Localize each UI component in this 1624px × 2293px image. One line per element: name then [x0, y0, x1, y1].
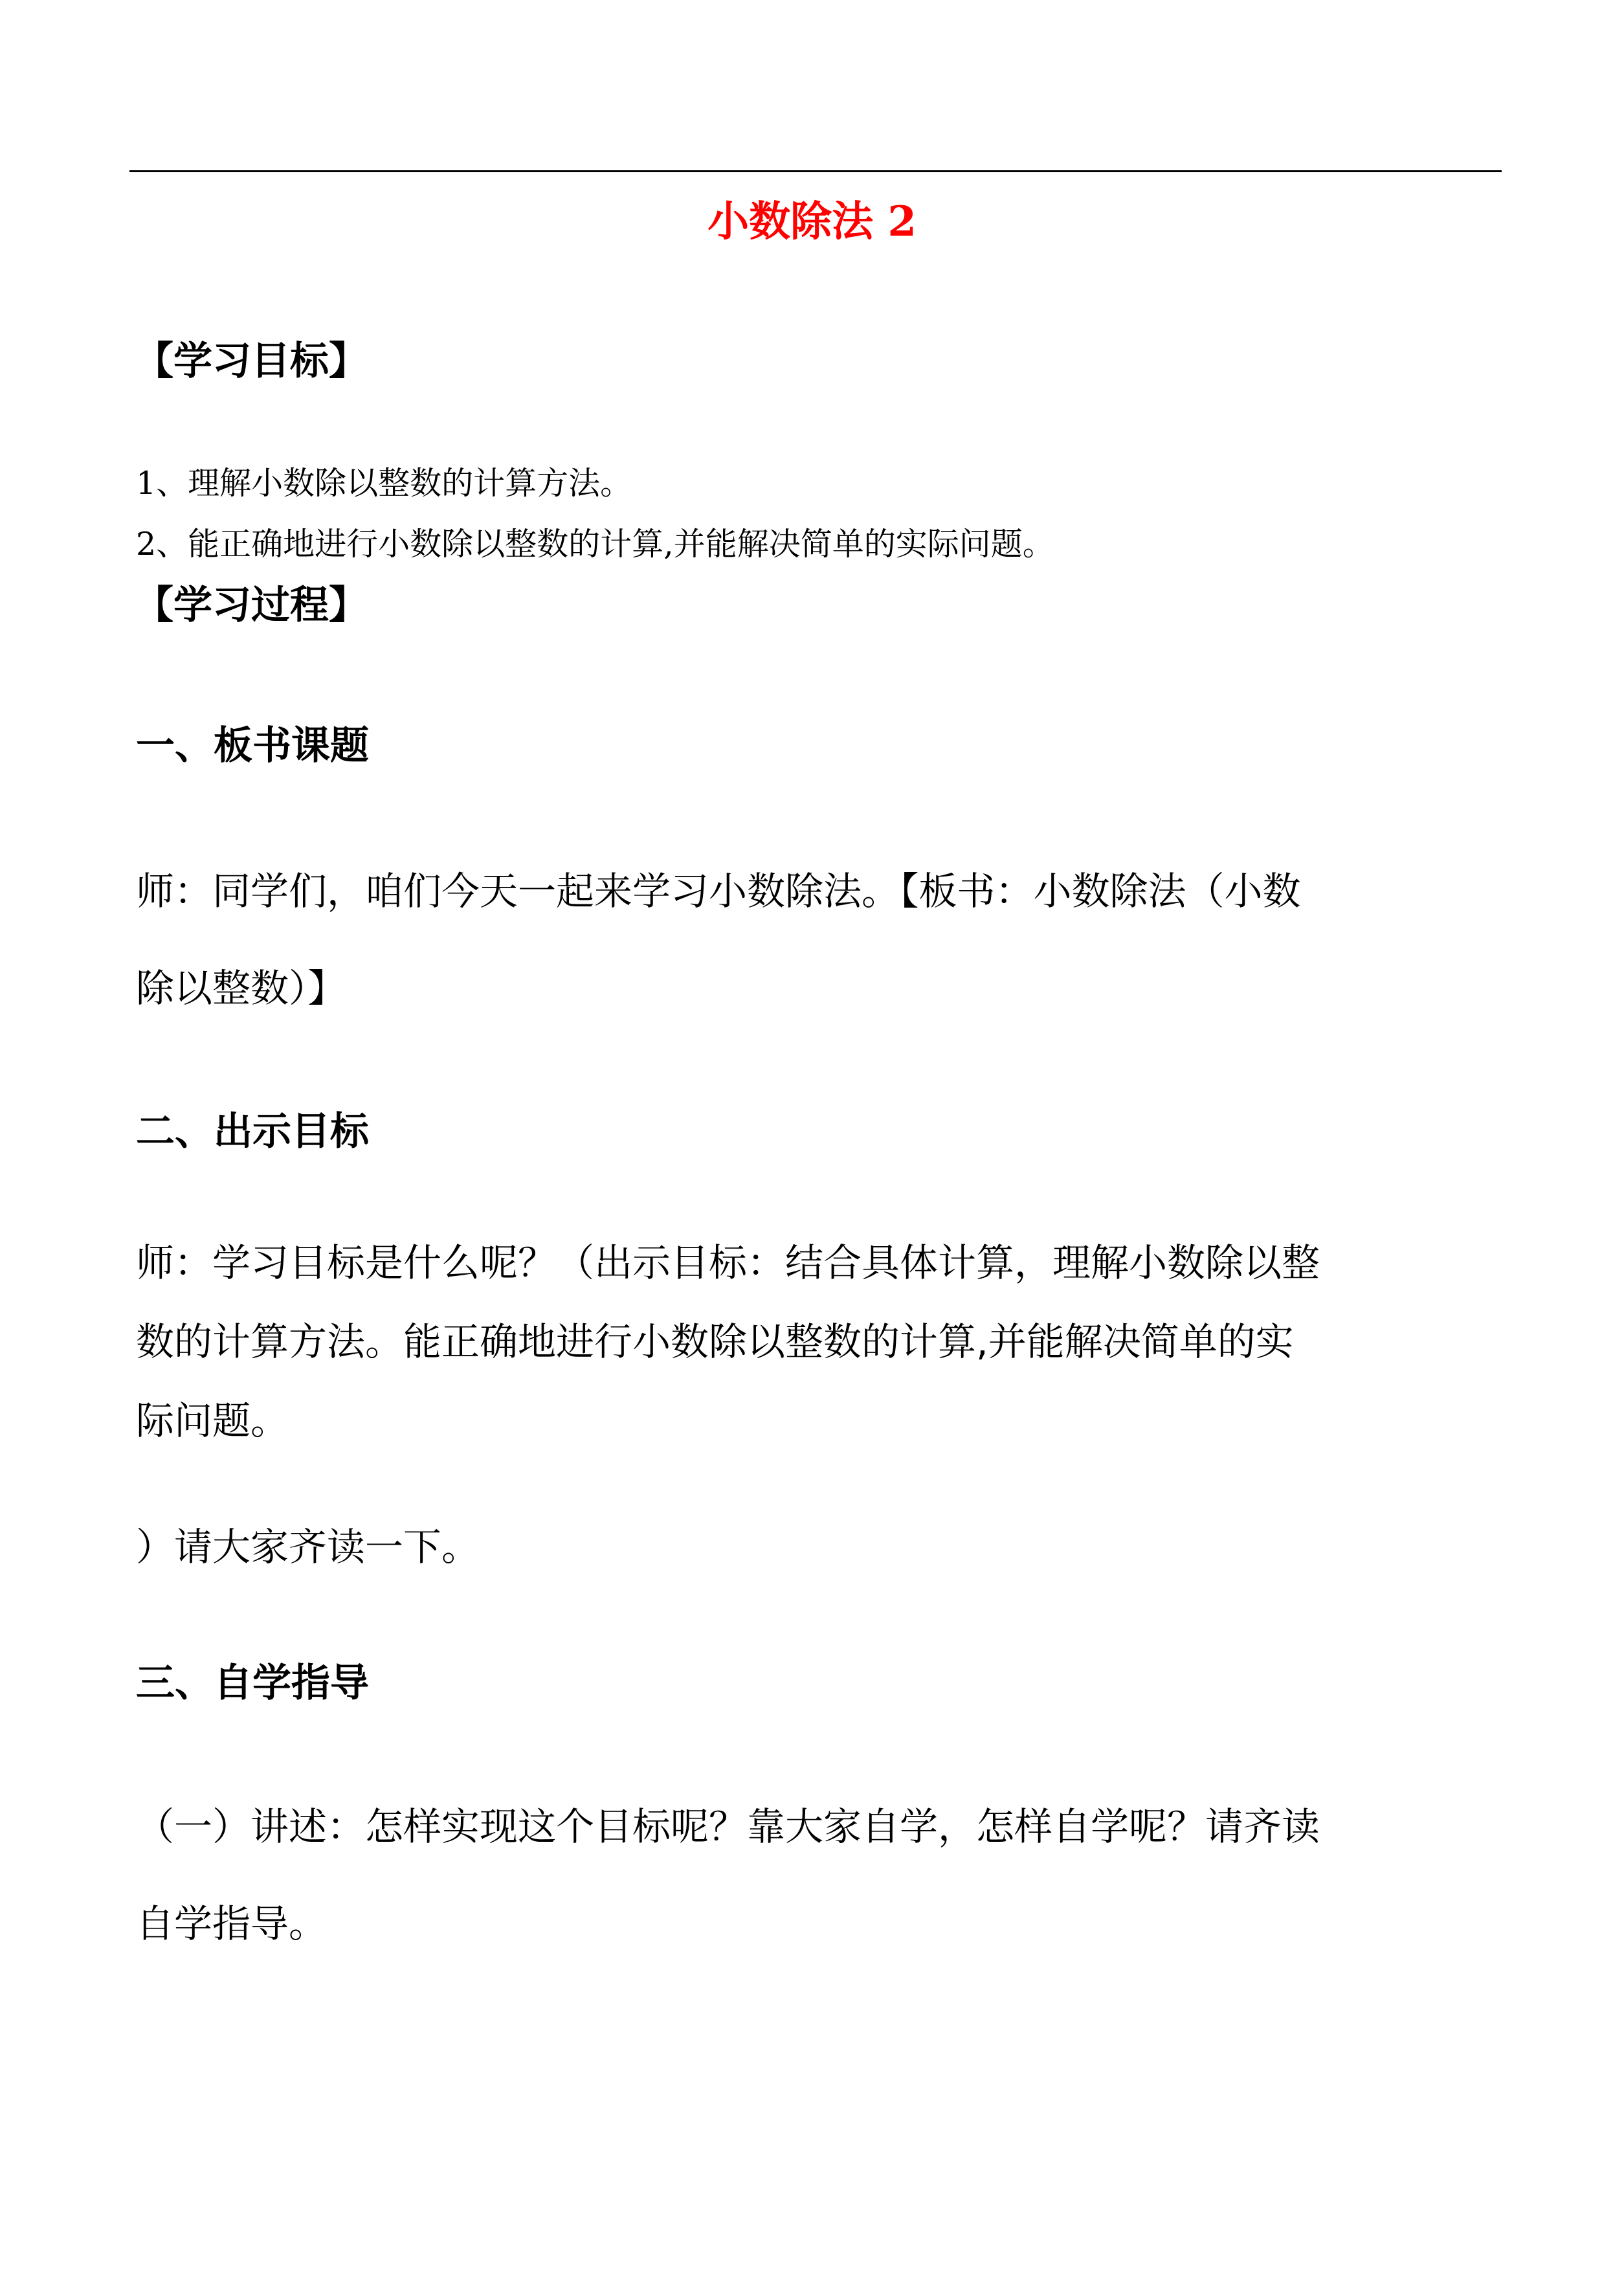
paragraph-line: 师：学习目标是什么呢？（出示目标：结合具体计算，理解小数除以整: [136, 1240, 1320, 1285]
paragraph-line: 自学指导。: [136, 1901, 328, 1946]
paragraph-line: （一）讲述：怎样实现这个目标呢？靠大家自学，怎样自学呢？请齐读: [136, 1804, 1320, 1849]
section-heading-3: 三、自学指导: [136, 1661, 369, 1706]
section-heading-2: 二、出示目标: [136, 1109, 369, 1154]
learning-goals-heading: 【学习目标】: [135, 339, 368, 384]
section-heading-1: 一、板书课题: [136, 723, 369, 768]
paragraph-line: 师：同学们，咱们今天一起来学习小数除法。【板书：小数除法（小数: [136, 869, 1301, 913]
document-title: 小数除法 2: [707, 197, 917, 246]
section-2-followup: ）请大家齐读一下。: [136, 1525, 480, 1569]
section-3-paragraph: [136, 1778, 1502, 1973]
objective-item: 1、理解小数除以整数的计算方法。: [136, 465, 632, 502]
section-1-paragraph: [136, 843, 1502, 1037]
objective-item: 2、能正确地进行小数除以整数的计算,并能解决简单的实际问题。: [136, 526, 1054, 563]
section-2-paragraph: [136, 1224, 1502, 1460]
paragraph-line: 际问题。: [136, 1398, 289, 1443]
header-rule: [129, 170, 1502, 172]
learning-process-heading: 【学习过程】: [135, 583, 368, 628]
paragraph-line: 除以整数）】: [136, 966, 346, 1011]
paragraph-line: 数的计算方法。能正确地进行小数除以整数的计算,并能解决简单的实: [136, 1319, 1294, 1364]
